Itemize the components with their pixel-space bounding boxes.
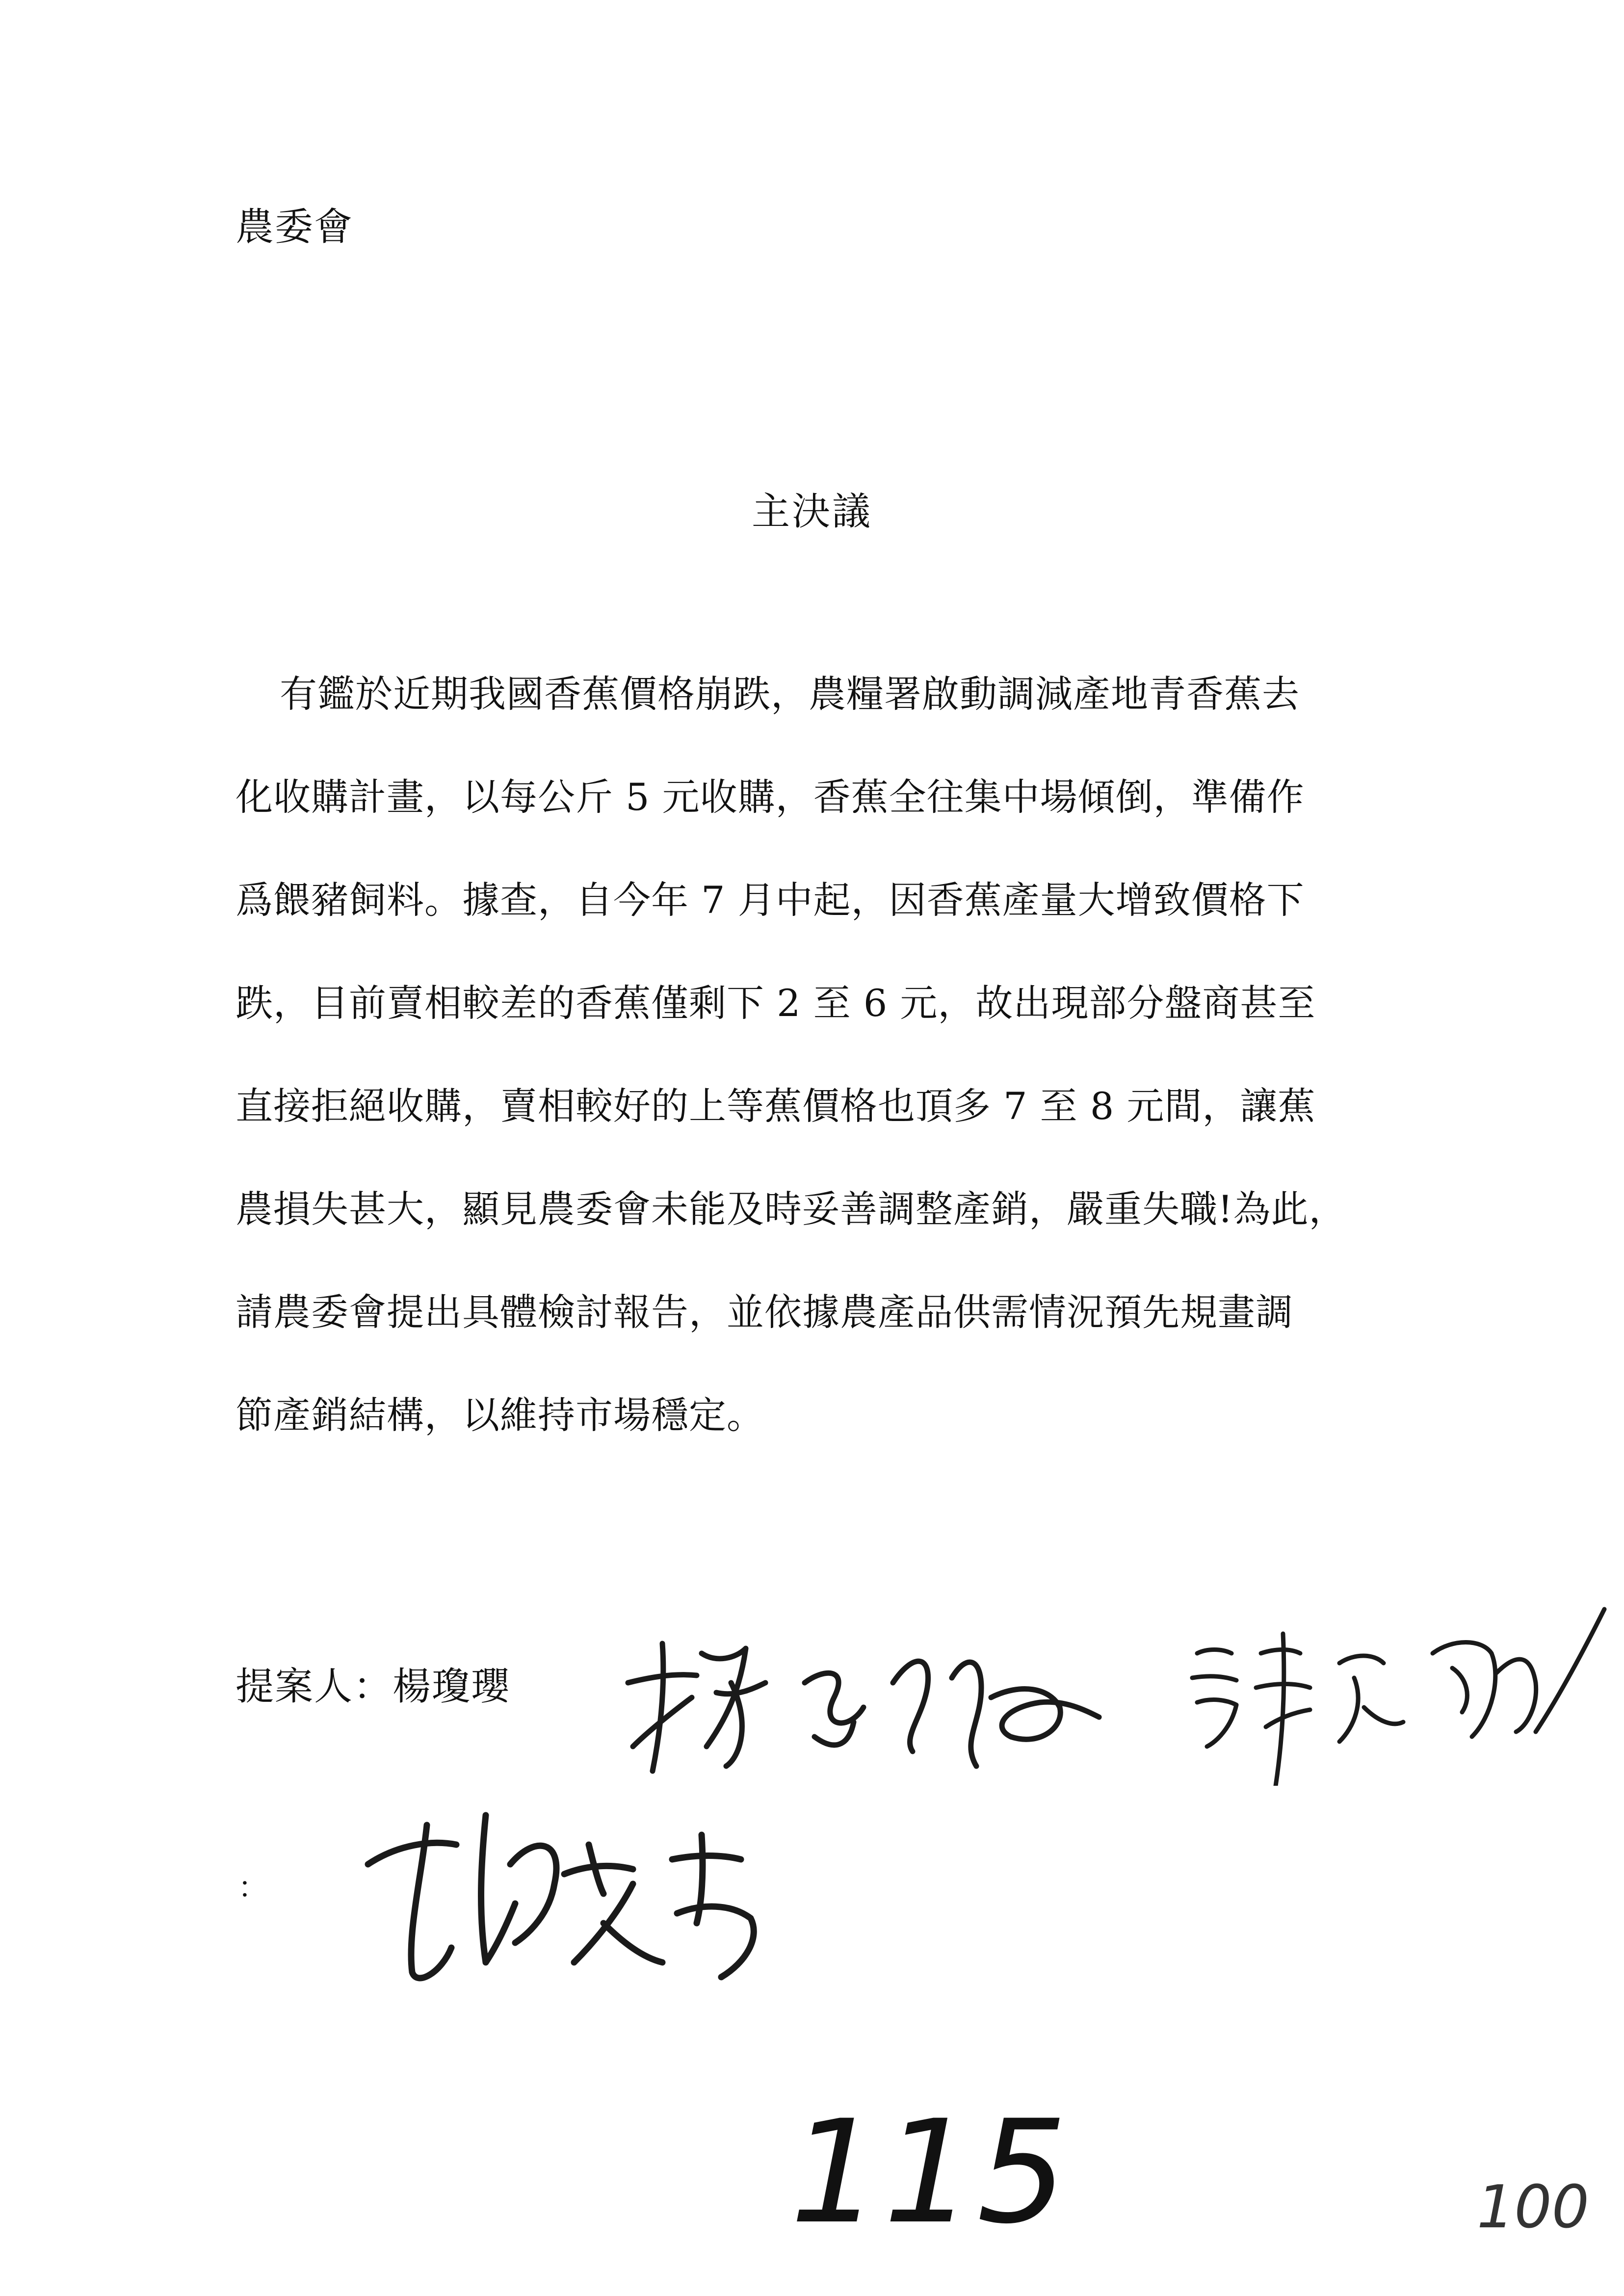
signature-2	[1178, 1580, 1609, 1786]
paragraph-line: 節產銷結構，以維持市場穩定。	[236, 1393, 764, 1437]
paragraph-line: 有鑑於近期我國香蕉價格崩跌，農糧署啟動調減產地青香蕉去	[280, 672, 1300, 716]
handwritten-page-number: 115	[790, 2090, 1071, 2255]
signature-1	[618, 1624, 1109, 1781]
cosigner-colon: ：	[238, 1871, 267, 1905]
paragraph-line: 爲餵豬飼料。據查，自今年 7 月中起，因香蕉產量大增致價格下	[236, 878, 1305, 922]
paragraph-line: 化收購計畫，以每公斤 5 元收購，香蕉全往集中場傾倒，準備作	[236, 775, 1305, 819]
paragraph-line: 跌，目前賣相較差的香蕉僅剩下 2 至 6 元，故出現部分盤商甚至	[236, 981, 1316, 1025]
paragraph-line: 直接拒絕收購，賣相較好的上等蕉價格也頂多 7 至 8 元間，讓蕉	[236, 1084, 1316, 1128]
resolution-paragraph	[236, 665, 1433, 1489]
document-title: 主決議	[751, 490, 872, 534]
proposer-name: 楊瓊瓔	[393, 1665, 511, 1709]
handwritten-corner-number: 100	[1477, 2173, 1590, 2242]
recipient-heading: 農委會	[236, 205, 354, 249]
paragraph-line: 請農委會提出具體檢討報告，並依據農產品供需情況預先規畫調	[236, 1290, 1293, 1334]
proposer-line	[236, 1656, 510, 1711]
signature-3	[358, 1786, 800, 1992]
proposer-label: 提案人：	[236, 1665, 393, 1709]
paragraph-line: 農損失甚大，顯見農委會未能及時妥善調整產銷，嚴重失職!為此，	[236, 1187, 1347, 1231]
